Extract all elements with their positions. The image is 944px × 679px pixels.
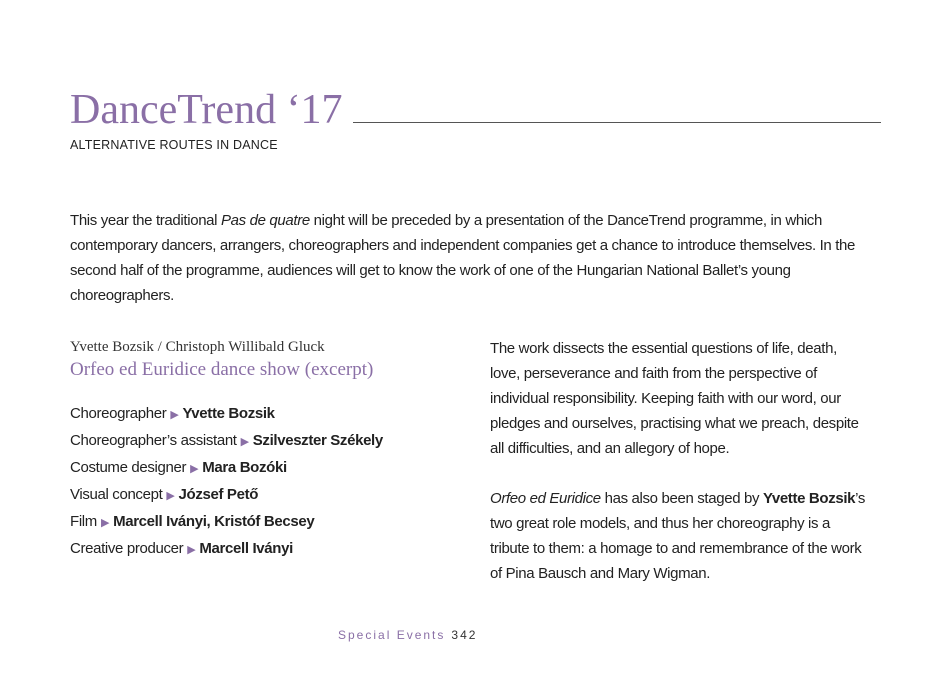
description-text: ’s two great role models, and thus her choreography is a tribute to them: a homage to and remembrance of the work of Pina Bausch and Mary Wigman. — [490, 490, 866, 582]
arrow-right-icon: ▶ — [190, 463, 199, 475]
arrow-right-icon: ▶ — [187, 544, 196, 556]
credit-row — [70, 536, 470, 563]
arrow-right-icon: ▶ — [100, 517, 110, 529]
page-subtitle: ALTERNATIVE ROUTES IN DANCE — [70, 138, 278, 152]
credit-row — [70, 482, 470, 509]
intro-text-after: night will be preceded by a presentation of the DanceTrend programme, in which contemporary dancers, arrangers, choreographers and independent companies get a chance to introduce themselves. In the second half of the programme, audiences will get to know the work of one of the Hungarian National Ballet’s young choreographers. — [70, 212, 856, 304]
description-text: has also been staged by — [600, 490, 763, 507]
credit-row — [70, 428, 470, 455]
arrow-right-icon: ▶ — [166, 490, 175, 502]
credit-row — [70, 509, 470, 536]
credit-role: Film — [70, 513, 97, 530]
credit-name: Marcell Iványi, Kristóf Becsey — [113, 513, 315, 530]
credit-name: Yvette Bozsik — [182, 405, 275, 422]
page-title: DanceTrend ‘17 — [70, 87, 343, 133]
description-italic: Orfeo ed Euridice — [490, 490, 601, 507]
arrow-right-icon: ▶ — [170, 409, 179, 421]
work-title: Orfeo ed Euridice dance show (excerpt) — [70, 359, 374, 380]
credit-row — [70, 401, 470, 428]
credit-role: Visual concept — [70, 486, 163, 503]
credit-role: Choreographer — [70, 405, 167, 422]
intro-italic: Pas de quatre — [220, 212, 310, 229]
credit-role: Creative producer — [70, 540, 184, 557]
intro-paragraph — [70, 208, 882, 308]
arrow-right-icon: ▶ — [240, 436, 249, 448]
credit-name: József Pető — [178, 486, 259, 503]
description-bold: Yvette Bozsik — [763, 490, 856, 507]
credit-role: Choreographer’s assistant — [70, 432, 237, 449]
credit-name: Mara Bozóki — [202, 459, 287, 476]
page-footer — [338, 628, 477, 642]
title-row — [70, 86, 881, 134]
credit-row — [70, 455, 470, 482]
work-authors: Yvette Bozsik / Christoph Willibald Gluck — [70, 339, 325, 355]
credit-name: Marcell Iványi — [199, 540, 293, 557]
footer-section: Special Events — [338, 628, 446, 642]
work-description — [490, 336, 870, 611]
description-paragraph-1: The work dissects the essential questions of life, death, love, perseverance and faith from the perspective of individual responsibility. Keeping faith with our word, our pledges and ourselves, practising what we preach, despite all difficulties, and an allegory of hope. — [490, 340, 859, 457]
intro-text-before: This year the traditional — [70, 212, 221, 229]
description-paragraph-2 — [490, 486, 870, 586]
page-number: 342 — [451, 628, 478, 642]
work-info — [70, 336, 470, 563]
credit-name: Szilveszter Székely — [252, 432, 383, 449]
credit-role: Costume designer — [70, 459, 187, 476]
title-rule — [353, 122, 881, 123]
